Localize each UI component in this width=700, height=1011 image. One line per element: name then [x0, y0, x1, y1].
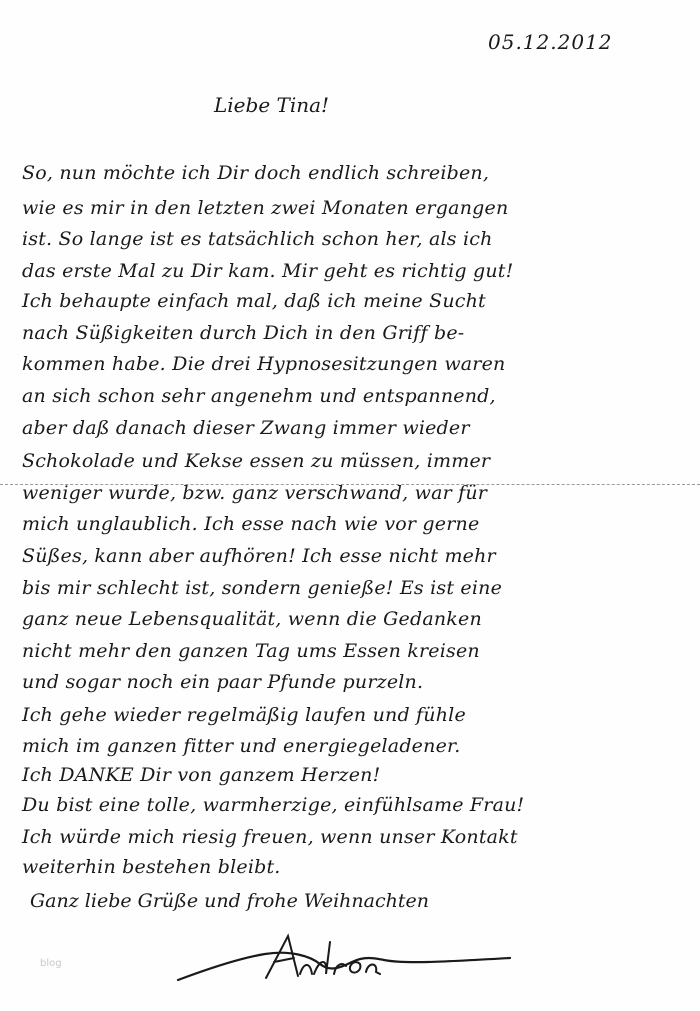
letter-line: weiterhin bestehen bleibt. [22, 856, 281, 878]
letter-line: Du bist eine tolle, warmherzige, einfühlsame Frau! [22, 794, 525, 816]
letter-line: Ich behaupte einfach mal, daß ich meine Sucht [22, 290, 486, 312]
letter-line: weniger wurde, bzw. ganz verschwand, war für [22, 482, 488, 504]
letter-line: Süßes, kann aber aufhören! Ich esse nicht mehr [22, 545, 496, 567]
letter-date: 05.12.2012 [488, 30, 613, 54]
letter-line: nach Süßigkeiten durch Dich in den Griff be- [22, 322, 465, 344]
letter-greeting: Liebe Tina! [214, 93, 330, 117]
letter-line: Ich DANKE Dir von ganzem Herzen! [22, 764, 381, 786]
letter-line: ist. So lange ist es tatsächlich schon her, als ich [22, 228, 493, 250]
letter-line: ganz neue Lebensqualität, wenn die Gedanken [22, 608, 482, 630]
letter-line: Ich gehe wieder regelmäßig laufen und fühle [22, 704, 466, 726]
letter-line: wie es mir in den letzten zwei Monaten ergangen [22, 197, 509, 219]
letter-line: das erste Mal zu Dir kam. Mir geht es richtig gut! [22, 260, 514, 282]
letter-line: Schokolade und Kekse essen zu müssen, immer [22, 450, 491, 472]
letter-closing: Ganz liebe Grüße und frohe Weihnachten [30, 890, 429, 912]
letter-line: an sich schon sehr angenehm und entspannend, [22, 385, 496, 407]
letter-line: mich im ganzen fitter und energiegeladener. [22, 735, 461, 757]
letter-line: Ich würde mich riesig freuen, wenn unser Kontakt [22, 826, 518, 848]
letter-line: aber daß danach dieser Zwang immer wieder [22, 417, 470, 439]
letter-line: und sogar noch ein paar Pfunde purzeln. [22, 671, 424, 693]
watermark-text: blog [40, 958, 62, 969]
paper-fold-line [0, 484, 700, 485]
letter-line: nicht mehr den ganzen Tag ums Essen kreisen [22, 640, 480, 662]
signature-image [170, 928, 530, 988]
letter-line: bis mir schlecht ist, sondern genieße! Es ist eine [22, 577, 503, 599]
letter-line: So, nun möchte ich Dir doch endlich schreiben, [22, 162, 490, 184]
letter-line: kommen habe. Die drei Hypnosesitzungen waren [22, 353, 506, 375]
letter-line: mich unglaublich. Ich esse nach wie vor gerne [22, 513, 480, 535]
